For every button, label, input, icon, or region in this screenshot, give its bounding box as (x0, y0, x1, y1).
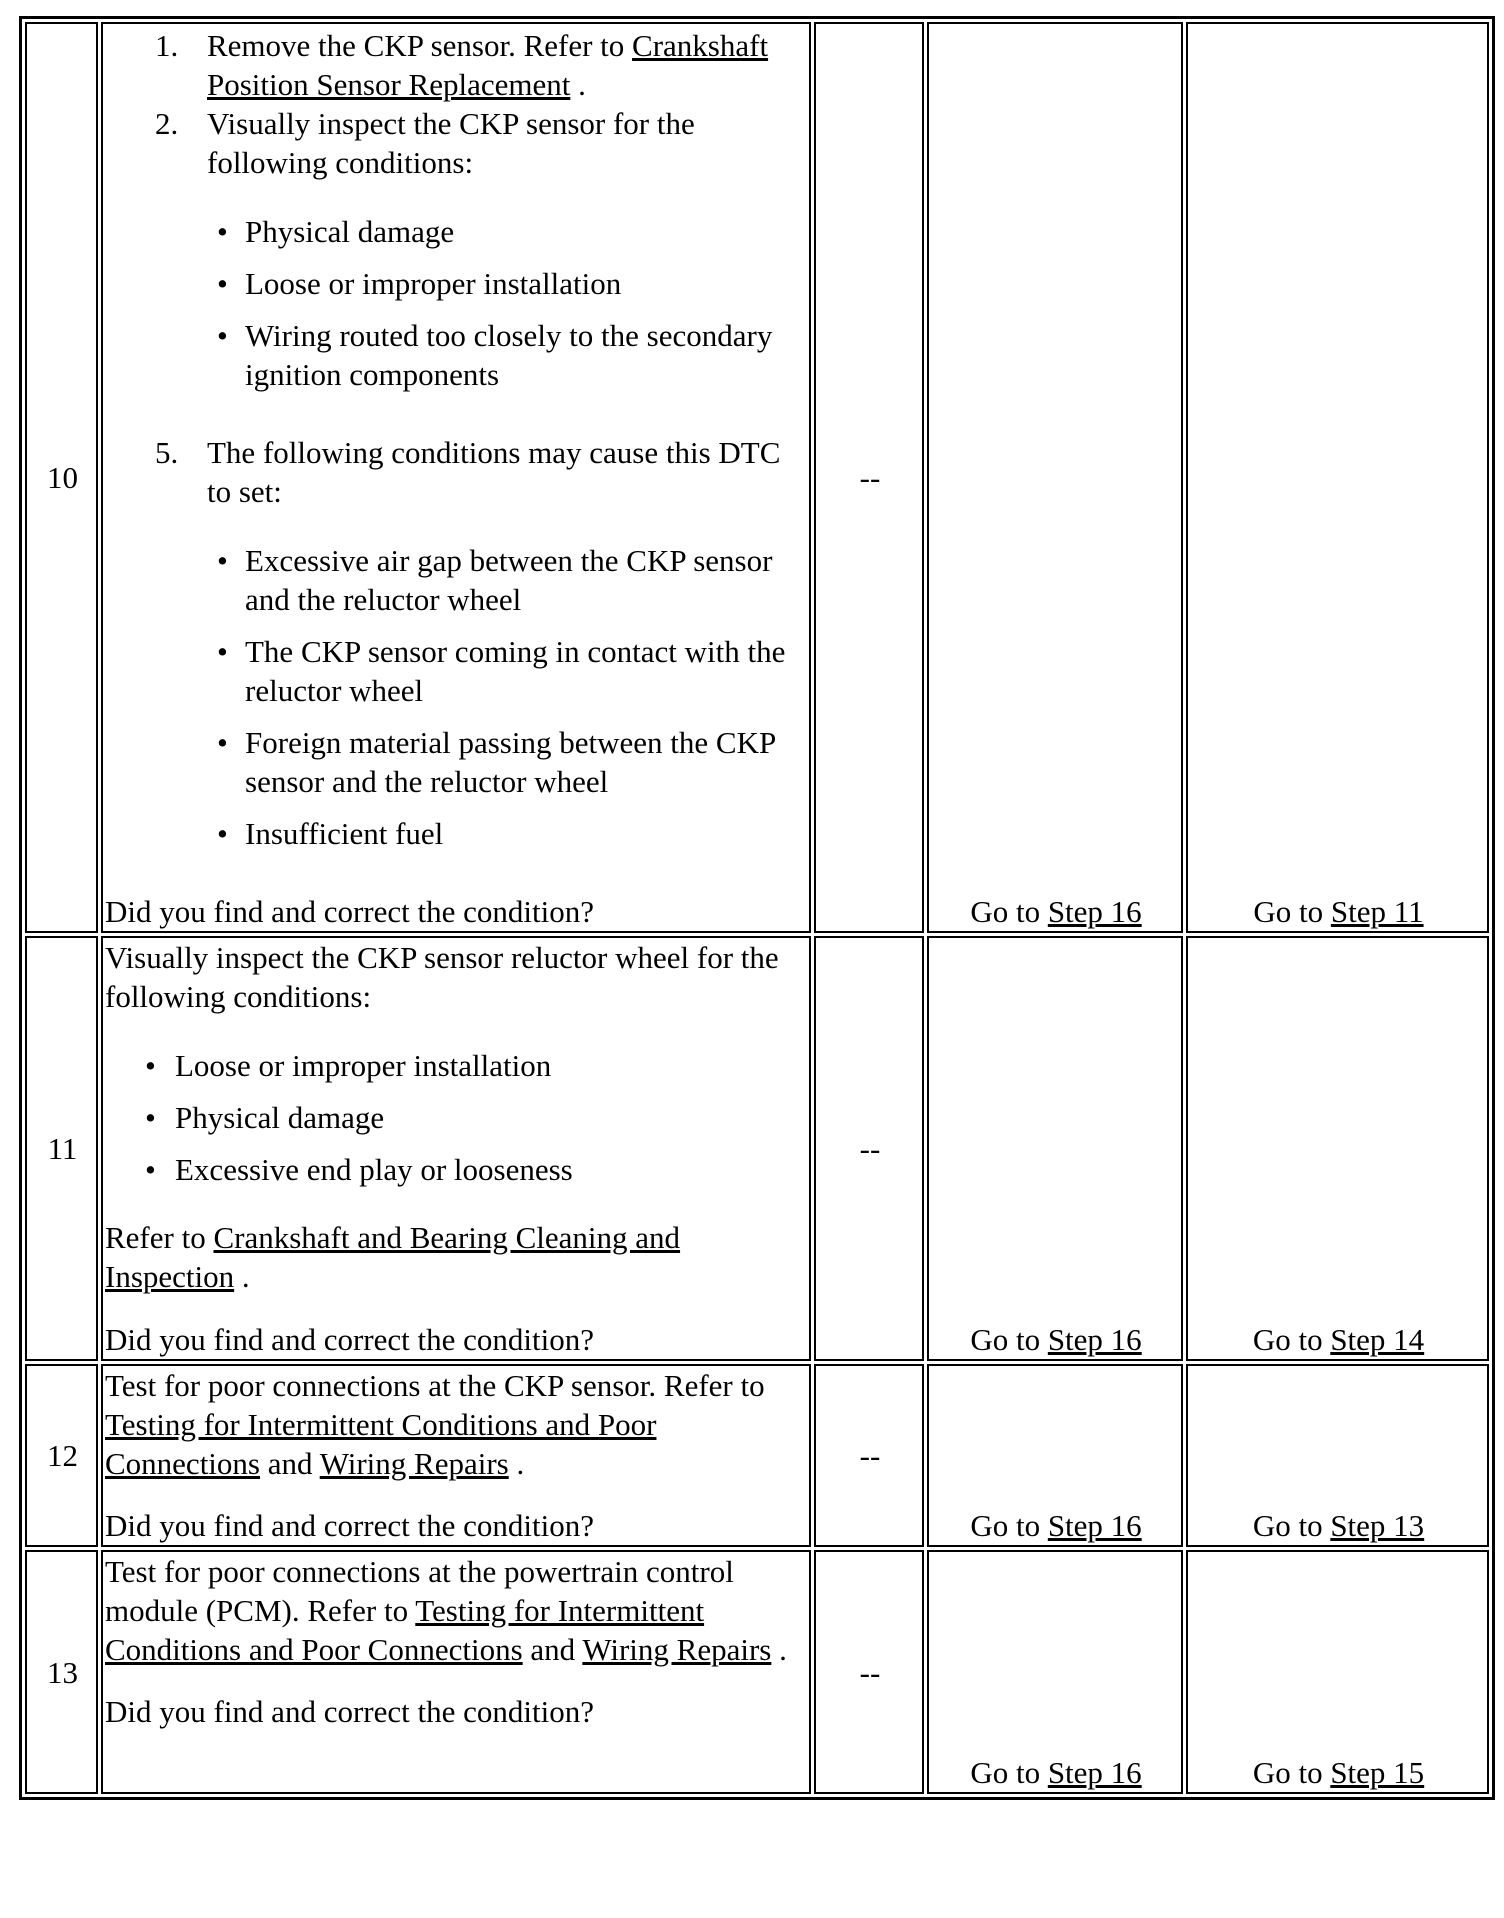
goto-label: Go to (970, 894, 1048, 929)
list-number: 5. (155, 435, 179, 470)
yes-action (927, 936, 1183, 1361)
list-text: Visually inspect the CKP sensor for the following conditions: (207, 106, 695, 180)
numbered-list (105, 26, 809, 182)
conjunction: and (260, 1446, 320, 1481)
list-item: • Insufficient fuel (105, 814, 809, 853)
list-item: • Wiring routed too closely to the secondary ignition components (105, 316, 809, 394)
step-13-link[interactable]: Step 13 (1330, 1508, 1425, 1543)
step-number: 10 (25, 22, 98, 933)
step-text: Test for poor connections at the powertrain control module (PCM). Refer to (105, 1554, 734, 1628)
list-number: 1. (155, 28, 179, 63)
yes-action (927, 1364, 1183, 1547)
step-action (101, 936, 811, 1361)
goto-label: Go to (1252, 1322, 1331, 1357)
step-16-link[interactable]: Step 16 (1047, 1755, 1142, 1790)
diagnostic-steps-table (19, 16, 1495, 1800)
intermittent-conditions-link[interactable]: Testing for Intermittent Conditions and Poor Connections (105, 1593, 705, 1667)
goto-label: Go to (1252, 1508, 1331, 1543)
step-question: Did you find and correct the condition? (105, 894, 594, 929)
list-text: Remove the CKP sensor. Refer to (207, 28, 633, 63)
step-action (101, 22, 811, 933)
no-action (1186, 1364, 1489, 1547)
list-number: 2. (155, 106, 179, 141)
step-number: 13 (25, 1550, 98, 1794)
step-question: Did you find and correct the condition? (105, 1508, 594, 1543)
step-intro: Visually inspect the CKP sensor reluctor wheel for the following conditions: (105, 940, 779, 1014)
list-item: • Excessive air gap between the CKP sensor and the reluctor wheel (105, 541, 809, 619)
bullet-list (105, 212, 809, 394)
table-row (25, 936, 1489, 1361)
step-11-link[interactable]: Step 11 (1330, 894, 1424, 929)
goto-label: Go to (970, 1755, 1048, 1790)
list-item: • The CKP sensor coming in contact with the reluctor wheel (105, 632, 809, 710)
punctuation: . (234, 1259, 250, 1294)
list-item: • Physical damage (105, 212, 809, 251)
step-question: Did you find and correct the condition? (105, 1322, 594, 1357)
step-16-link[interactable]: Step 16 (1047, 1508, 1142, 1543)
numbered-list (105, 433, 809, 511)
no-action (1186, 1550, 1489, 1794)
step-16-link[interactable]: Step 16 (1047, 894, 1142, 929)
no-action (1186, 936, 1489, 1361)
bullet-list (105, 541, 809, 853)
bullet-list (105, 1046, 809, 1189)
list-item: • Excessive end play or looseness (105, 1150, 809, 1189)
goto-label: Go to (970, 1322, 1048, 1357)
goto-label: Go to (970, 1508, 1048, 1543)
table-row (25, 1550, 1489, 1794)
step-15-link[interactable]: Step 15 (1330, 1755, 1425, 1790)
list-item: • Physical damage (105, 1098, 809, 1137)
step-14-link[interactable]: Step 14 (1330, 1322, 1425, 1357)
goto-label: Go to (1252, 1755, 1331, 1790)
yes-action (927, 22, 1183, 933)
step-value: -- (814, 22, 924, 933)
table-row (25, 22, 1489, 933)
step-question: Did you find and correct the condition? (105, 1694, 594, 1729)
crankshaft-position-sensor-replacement-link[interactable]: Crankshaft Position Sensor Replacement (207, 28, 769, 102)
step-action (101, 1364, 811, 1547)
punctuation: . (771, 1632, 787, 1667)
table-row (25, 1364, 1489, 1547)
wiring-repairs-link[interactable]: Wiring Repairs (582, 1632, 772, 1667)
list-item (105, 433, 809, 511)
list-item (105, 26, 809, 104)
step-value: -- (814, 1364, 924, 1547)
list-item: • Foreign material passing between the CKP sensor and the reluctor wheel (105, 723, 809, 801)
step-number: 11 (25, 936, 98, 1361)
crankshaft-bearing-cleaning-link[interactable]: Crankshaft and Bearing Cleaning and Inspection (105, 1220, 681, 1294)
list-item: • Loose or improper installation (105, 1046, 809, 1085)
step-value: -- (814, 936, 924, 1361)
goto-label: Go to (1253, 894, 1331, 929)
step-text: Test for poor connections at the CKP sensor. Refer to (105, 1368, 765, 1403)
punctuation: . (570, 67, 586, 102)
wiring-repairs-link[interactable]: Wiring Repairs (319, 1446, 509, 1481)
conjunction: and (522, 1632, 583, 1667)
refer-label: Refer to (105, 1220, 214, 1255)
punctuation: . (508, 1446, 525, 1481)
yes-action (927, 1550, 1183, 1794)
list-text: The following conditions may cause this DTC to set: (207, 435, 781, 509)
step-16-link[interactable]: Step 16 (1047, 1322, 1142, 1357)
list-item: • Loose or improper installation (105, 264, 809, 303)
step-action (101, 1550, 811, 1794)
step-number: 12 (25, 1364, 98, 1547)
intermittent-conditions-link[interactable]: Testing for Intermittent Conditions and Poor Connections (105, 1407, 657, 1481)
no-action (1186, 22, 1489, 933)
step-value: -- (814, 1550, 924, 1794)
list-item (105, 104, 809, 182)
